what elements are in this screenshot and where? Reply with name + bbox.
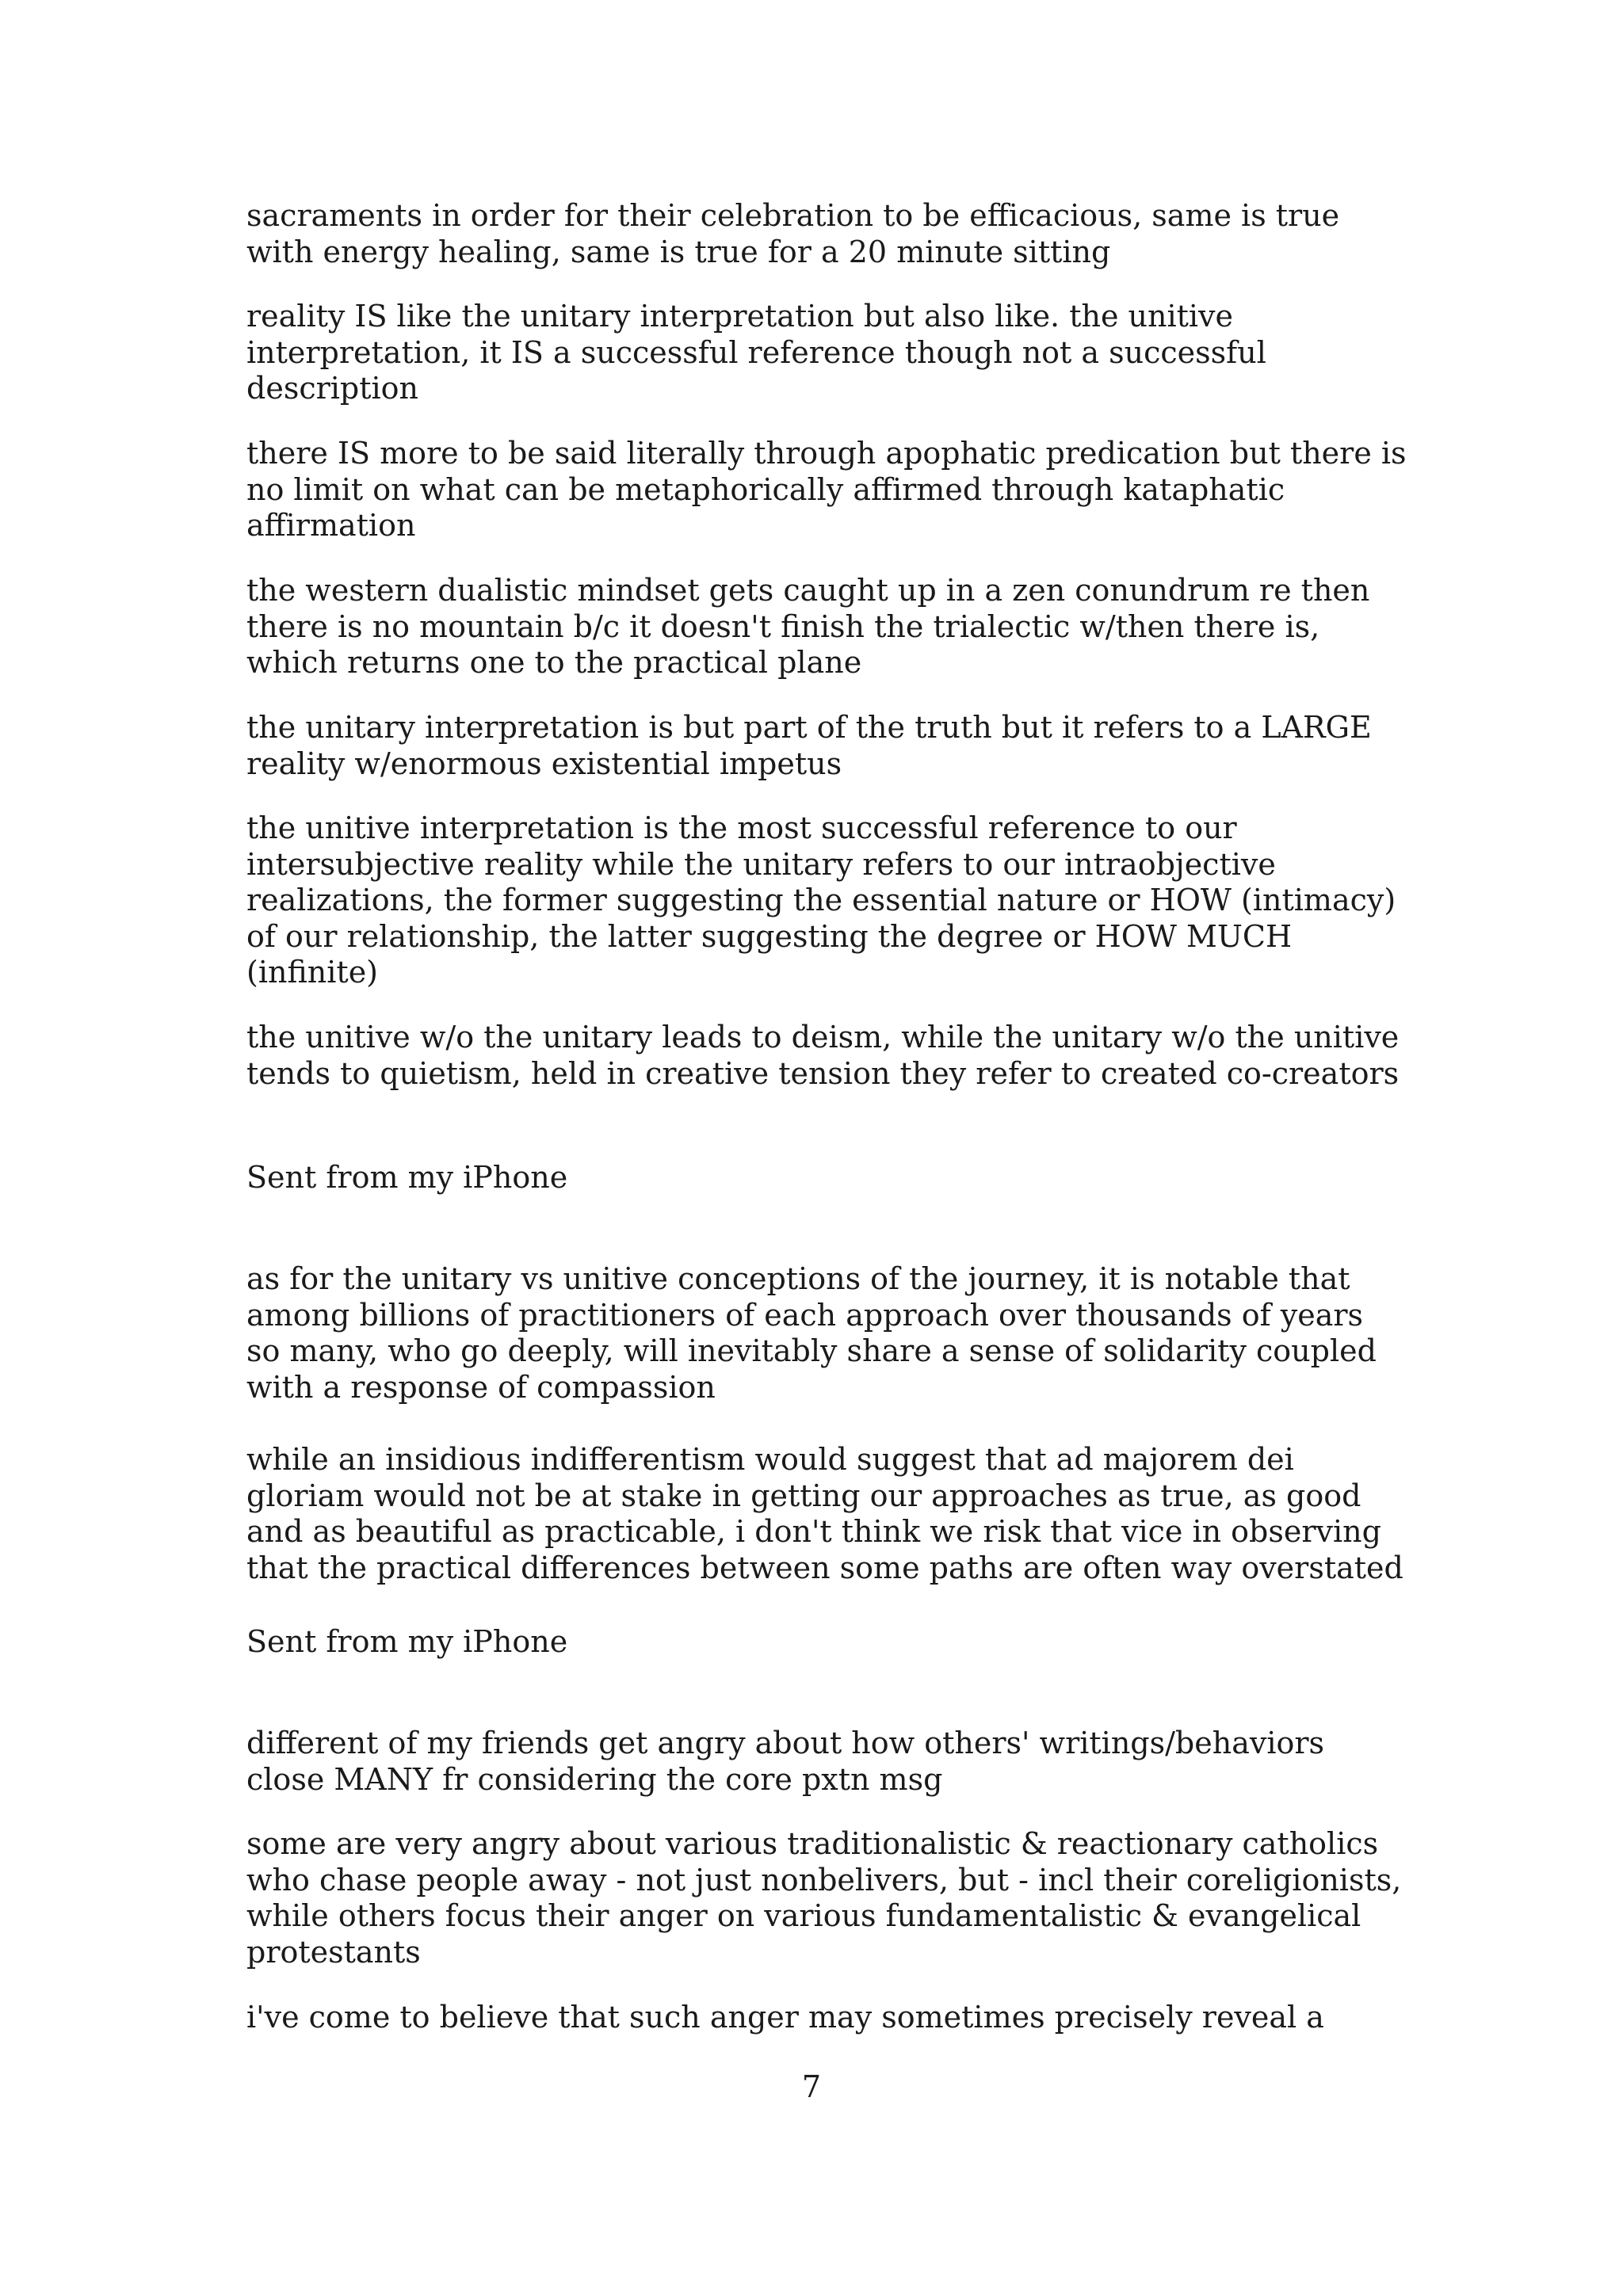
paragraph: [246, 710, 1396, 782]
text-line: i've come to believe that such anger may sometimes precisely reveal a: [246, 2000, 1324, 2035]
paragraph: [246, 1020, 1400, 1092]
text-line: as for the unitary vs unitive conceptions of the journey, it is notable that: [246, 1261, 1350, 1296]
text-line: which returns one to the practical plane: [246, 645, 862, 680]
text-line: no limit on what can be metaphorically affirmed through kataphatic: [246, 471, 1285, 507]
text-line: intersubjective reality while the unitary refers to our intraobjective: [246, 846, 1276, 882]
text-line: while others focus their anger on various fundamentalistic & evangelical: [246, 1898, 1361, 1933]
text-line: and as beautiful as practicable, i don't think we risk that vice in observing: [246, 1514, 1381, 1549]
text-line: with a response of compassion: [246, 1369, 716, 1405]
text-line: of our relationship, the latter suggesting the degree or HOW MUCH: [246, 918, 1293, 954]
text-line: the unitary interpretation is but part of the truth but it refers to a LARGE: [246, 710, 1372, 745]
paragraph: [246, 1726, 1396, 1798]
text-line: there is no mountain b/c it doesn't finish the trialectic w/then there is,: [246, 608, 1320, 644]
text-line: reality w/enormous existential impetus: [246, 746, 842, 781]
paragraph: [246, 436, 1407, 544]
text-line: that the practical differences between some paths are often way overstated: [246, 1550, 1403, 1585]
text-line: the unitive interpretation is the most successful reference to our: [246, 810, 1237, 845]
text-line: sacraments in order for their celebration to be efficacious, same is true: [246, 198, 1340, 233]
text-line: tends to quietism, held in creative tension they refer to created co-creators: [246, 1055, 1400, 1091]
signature-line: Sent from my iPhone: [246, 1160, 568, 1195]
text-line: who chase people away - not just nonbelivers, but - incl their coreligionists,: [246, 1862, 1402, 1897]
text-line: reality IS like the unitary interpretation but also like. the unitive: [246, 299, 1234, 334]
paragraph: [246, 198, 1396, 270]
text-line: while an insidious indifferentism would suggest that ad majorem dei: [246, 1442, 1294, 1477]
paragraph: [246, 573, 1396, 681]
text-line: there IS more to be said literally through apophatic predication but there is: [246, 436, 1407, 471]
paragraph: [246, 810, 1396, 991]
text-line: close MANY fr considering the core pxtn msg: [246, 1761, 943, 1797]
text-line: affirmation: [246, 508, 416, 543]
text-line: gloriam would not be at stake in getting our approaches as true, as good: [246, 1478, 1361, 1513]
text-line: different of my friends get angry about how others' writings/behaviors: [246, 1726, 1325, 1760]
email-signature: [246, 1160, 1396, 1196]
text-line: description: [246, 371, 419, 406]
text-line: among billions of practitioners of each approach over thousands of years: [246, 1297, 1364, 1333]
text-line: the unitive w/o the unitary leads to deism, while the unitary w/o the unitive: [246, 1020, 1400, 1055]
text-line: protestants: [246, 1934, 421, 1970]
text-line: so many, who go deeply, will inevitably share a sense of solidarity coupled: [246, 1333, 1377, 1368]
paragraph: [246, 299, 1396, 407]
text-line: the western dualistic mindset gets caught up in a zen conundrum re then: [246, 573, 1370, 608]
signature-line: Sent from my iPhone: [246, 1624, 568, 1659]
email-signature: [246, 1624, 1396, 1661]
text-line: some are very angry about various traditionalistic & reactionary catholics: [246, 1826, 1379, 1861]
text-line: interpretation, it IS a successful reference though not a successful: [246, 334, 1266, 370]
text-line: with energy healing, same is true for a 20 minute sitting: [246, 234, 1111, 269]
text-line: (infinite): [246, 955, 379, 990]
page-number: 7: [801, 2069, 822, 2104]
paragraph: [246, 1442, 1403, 1586]
paragraph: [246, 1826, 1402, 1970]
paragraph: [246, 1261, 1396, 1405]
paragraph: [246, 2000, 1396, 2036]
text-line: realizations, the former suggesting the essential nature or HOW (intimacy): [246, 883, 1396, 917]
